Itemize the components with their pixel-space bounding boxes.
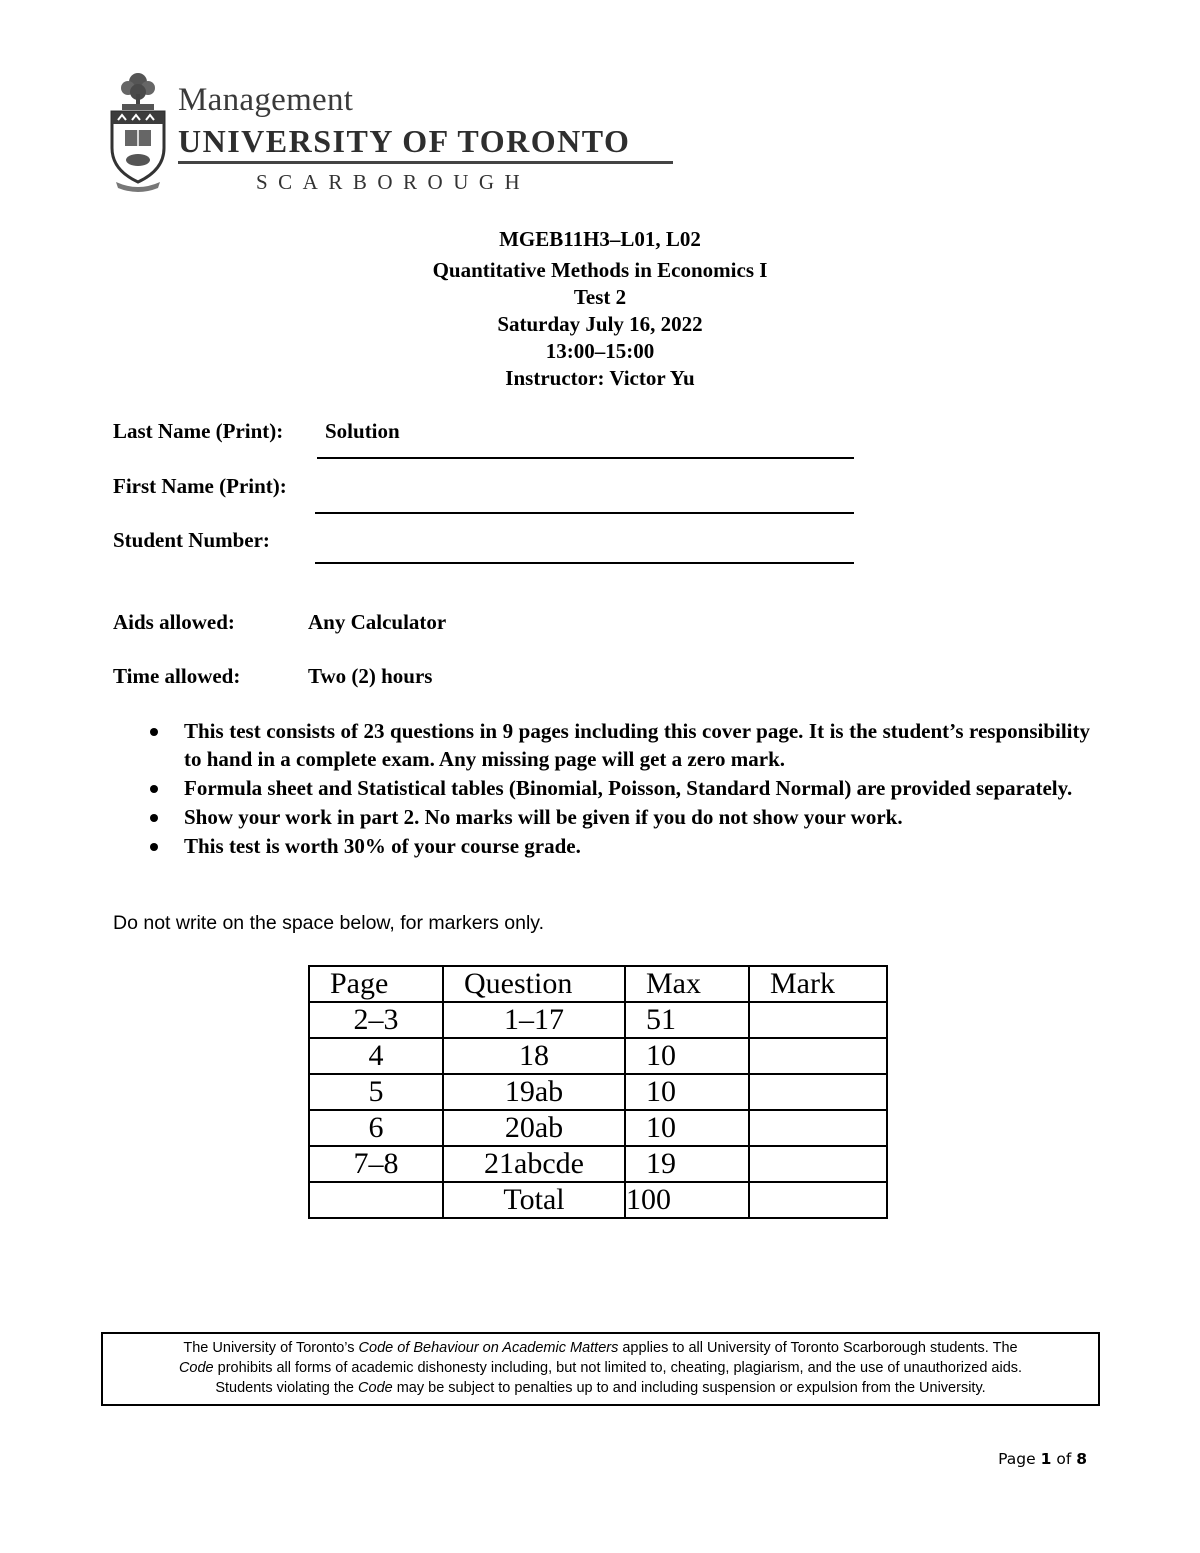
- course-title: Quantitative Methods in Economics I: [432, 258, 768, 282]
- column-header-page: Page: [309, 966, 443, 1002]
- aids-label: Aids allowed:: [113, 610, 235, 634]
- cell-question: 1–17: [443, 1002, 625, 1038]
- cell-page: 2–3: [309, 1002, 443, 1038]
- test-time: 13:00–15:00: [545, 339, 655, 363]
- cell-max: 51: [625, 1002, 749, 1038]
- cell-total-label: Total: [443, 1182, 625, 1218]
- policy-text: prohibits all forms of academic dishonesty including, but not limited to, cheating, plagiarism, and the use of unauthorized aids.: [213, 1360, 1023, 1376]
- instruction-text: Formula sheet and Statistical tables (Binomial, Poisson, Standard Normal) are provided separately.: [184, 776, 1073, 800]
- cell-total-mark[interactable]: [749, 1182, 887, 1218]
- last-name-value[interactable]: Solution: [325, 419, 400, 443]
- cell-mark[interactable]: [749, 1038, 887, 1074]
- aids-value: Any Calculator: [308, 610, 447, 634]
- academic-policy-box: [101, 1332, 1100, 1406]
- page-number-prefix: Page: [998, 1450, 1041, 1468]
- table-row: [309, 1074, 887, 1110]
- university-logo: [108, 70, 688, 195]
- last-name-line: [317, 457, 854, 459]
- bullet-icon: [150, 785, 158, 793]
- page-number-current: 1: [1040, 1450, 1052, 1468]
- policy-text: Students violating the: [215, 1380, 359, 1396]
- table-row: [309, 1038, 887, 1074]
- cell-question: 19ab: [443, 1074, 625, 1110]
- cell-total-max: 100: [625, 1182, 749, 1218]
- marks-table: [308, 965, 888, 1219]
- course-code: MGEB11H3–L01, L02: [499, 227, 701, 251]
- student-number-line: [315, 562, 854, 564]
- time-allowed-value: Two (2) hours: [308, 664, 433, 688]
- policy-code-word: Code: [178, 1360, 214, 1376]
- test-date: Saturday July 16, 2022: [497, 312, 703, 336]
- instruction-text: Show your work in part 2. No marks will be given if you do not show your work.: [184, 805, 903, 829]
- first-name-label: First Name (Print):: [113, 474, 287, 498]
- cell-max: 10: [625, 1110, 749, 1146]
- first-name-line: [315, 512, 854, 514]
- cell-page: 5: [309, 1074, 443, 1110]
- cell-mark[interactable]: [749, 1146, 887, 1182]
- page-number: [998, 1450, 1087, 1468]
- cell-page: 6: [309, 1110, 443, 1146]
- cell-question: 18: [443, 1038, 625, 1074]
- logo-university-name: UNIVERSITY OF TORONTO: [178, 123, 631, 159]
- logo-department: Management: [178, 82, 354, 118]
- instruction-text: This test is worth 30% of your course grade.: [184, 834, 581, 858]
- cell-max: 19: [625, 1146, 749, 1182]
- policy-text: may be subject to penalties up to and including suspension or expulsion from the University.: [392, 1380, 986, 1396]
- policy-code-title: Code of Behaviour on Academic Matters: [358, 1340, 619, 1356]
- list-item: [148, 774, 1090, 802]
- cell-page: [309, 1182, 443, 1218]
- policy-line-2: [103, 1358, 1098, 1378]
- policy-text: The University of Toronto’s: [183, 1340, 359, 1356]
- last-name-label: Last Name (Print):: [113, 419, 284, 443]
- table-row: [309, 1146, 887, 1182]
- cell-max: 10: [625, 1074, 749, 1110]
- cell-question: 21abcde: [443, 1146, 625, 1182]
- cell-max: 10: [625, 1038, 749, 1074]
- instructions-list: [148, 717, 1090, 861]
- table-row: [309, 1002, 887, 1038]
- policy-text: applies to all University of Toronto Scarborough students. The: [618, 1340, 1018, 1356]
- cell-mark[interactable]: [749, 1074, 887, 1110]
- column-header-mark: Mark: [749, 966, 887, 1002]
- test-name: Test 2: [573, 285, 627, 309]
- markers-only-note: Do not write on the space below, for markers only.: [113, 912, 545, 934]
- column-header-max: Max: [625, 966, 749, 1002]
- list-item: [148, 717, 1090, 773]
- table-header-row: [309, 966, 887, 1002]
- table-row: [309, 1110, 887, 1146]
- policy-code-word: Code: [358, 1380, 393, 1396]
- table-row-total: [309, 1182, 887, 1218]
- university-crest-icon: [108, 70, 168, 192]
- bullet-icon: [150, 843, 158, 851]
- instruction-text: This test consists of 23 questions in 9 pages including this cover page. It is the student’s responsibility to hand in a complete exam. Any missing page will get a zero mark.: [184, 719, 1090, 771]
- bullet-icon: [150, 814, 158, 822]
- student-number-label: Student Number:: [113, 528, 270, 552]
- cell-page: 7–8: [309, 1146, 443, 1182]
- policy-line-1: [103, 1338, 1098, 1358]
- policy-line-3: [103, 1378, 1098, 1398]
- logo-campus: SCARBOROUGH: [256, 170, 531, 194]
- bullet-icon: [150, 728, 158, 736]
- logo-divider: [178, 161, 673, 164]
- time-allowed-label: Time allowed:: [113, 664, 241, 688]
- cell-page: 4: [309, 1038, 443, 1074]
- list-item: [148, 832, 1090, 860]
- page-number-of: of: [1051, 1450, 1077, 1468]
- list-item: [148, 803, 1090, 831]
- cell-mark[interactable]: [749, 1002, 887, 1038]
- cell-mark[interactable]: [749, 1110, 887, 1146]
- cell-question: 20ab: [443, 1110, 625, 1146]
- column-header-question: Question: [443, 966, 625, 1002]
- page-number-total: 8: [1076, 1450, 1087, 1468]
- instructor: Instructor: Victor Yu: [505, 366, 695, 390]
